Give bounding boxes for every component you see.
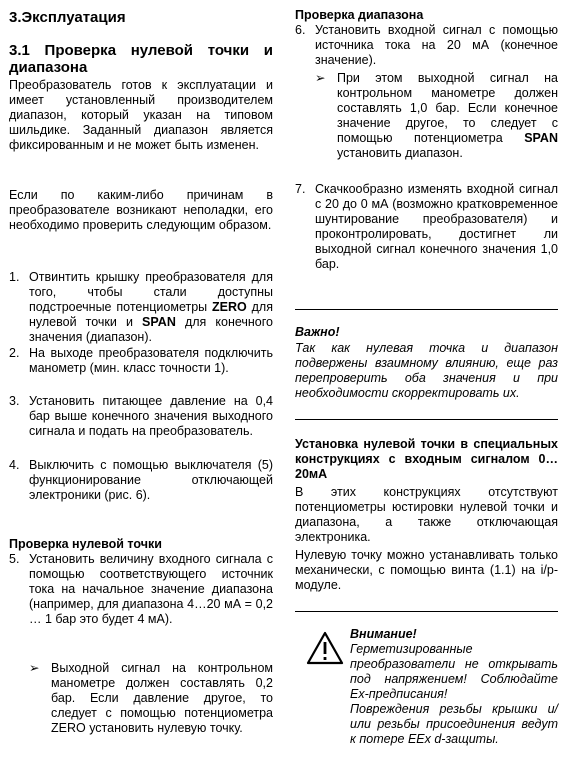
special-text-2: Нулевую точку можно устанавливать только механически, с помощью винта (1.1) на i/p-модуле. bbox=[295, 548, 558, 592]
section-title: 3.Эксплуатация bbox=[9, 9, 126, 26]
bullet-text: Выходной сигнал на контрольном манометре должен составлять 0,2 бар. Если давление другое, то следует с помощью потенциометра ZERO установить нулевую точку. bbox=[51, 661, 273, 735]
list-number: 6. bbox=[295, 23, 306, 37]
list-number: 7. bbox=[295, 182, 306, 196]
intro-paragraph-1: Преобразователь готов к эксплуатации и имеет установленный производителем диапазон, который указан на типовом шильдике. Заданный диапазон является фиксированным и не может быть изменен. bbox=[9, 78, 273, 152]
bullet-text: При этом выходной сигнал на контрольном манометре должен составлять 1,0 бар. Если конечное значение другое, то следует с помощью потенциометра SPAN установить диапазон. bbox=[337, 71, 558, 160]
list-number: 3. bbox=[9, 394, 20, 408]
divider bbox=[295, 419, 558, 420]
list-text: Установить величину входного сигнала с помощью соответствующего источник тока на начальное значение диапазона (например, для диапазона 4…20 мА = 0,2 … 1 бар это будет 4 мА). bbox=[29, 552, 273, 626]
list-item bbox=[295, 23, 558, 68]
zero-point-heading: Проверка нулевой точки bbox=[9, 537, 162, 551]
list-text: На выходе преобразователя подключить манометр (мин. класс точности 1). bbox=[29, 346, 273, 375]
list-item bbox=[295, 182, 558, 272]
warning-triangle-icon bbox=[306, 631, 344, 665]
list-item bbox=[9, 552, 273, 627]
list-text: Скачкообразно изменять входной сигнал с 20 до 0 мА (возможно кратковременное шунтирование преобразователя) и проконтролировать, достигнет ли выходной сигнал конечного значения 1,0 бар. bbox=[315, 182, 558, 271]
list-item bbox=[9, 458, 273, 503]
subsection-title: 3.1 Проверка нулевой точки и диапазона bbox=[9, 42, 273, 76]
list-number: 2. bbox=[9, 346, 20, 360]
warning-box bbox=[295, 627, 558, 747]
list-number: 1. bbox=[9, 270, 20, 284]
divider bbox=[295, 309, 558, 310]
arrow-bullet-icon: ➢ bbox=[29, 661, 40, 675]
list-number: 5. bbox=[9, 552, 20, 566]
warning-text-1: Герметизированные преобразователи не открывать под напряжением! Соблюдайте Ex-предписания! bbox=[350, 642, 558, 701]
list-item bbox=[9, 270, 273, 345]
special-text-1: В этих конструкциях отсутствуют потенциометры юстировки нулевой точки и диапазона, а также отключающая электроника. bbox=[295, 485, 558, 544]
bullet-item bbox=[9, 661, 273, 736]
range-heading: Проверка диапазона bbox=[295, 8, 424, 22]
bullet-item bbox=[295, 71, 558, 161]
list-number: 4. bbox=[9, 458, 20, 472]
list-text: Отвинтить крышку преобразователя для того, чтобы стали доступны подстроечные потенциометры ZERO для нулевой точки и SPAN для конечного значения (диапазон). bbox=[29, 270, 273, 344]
arrow-bullet-icon: ➢ bbox=[315, 71, 326, 85]
special-heading: Установка нулевой точки в специальных конструкциях с входным сигналом 0…20мА bbox=[295, 437, 558, 481]
list-item bbox=[9, 346, 273, 376]
list-item bbox=[9, 394, 273, 439]
warning-title: Внимание! bbox=[350, 627, 417, 641]
important-title: Важно! bbox=[295, 325, 340, 339]
important-text: Так как нулевая точка и диапазон подвержены взаимному влиянию, еще раз перепроверить оба значения и при необходимости скорректировать их. bbox=[295, 341, 558, 400]
intro-paragraph-2: Если по каким-либо причинам в преобразователе возникают неполадки, его необходимо проверить следующим образом. bbox=[9, 188, 273, 232]
warning-text-block bbox=[350, 627, 558, 747]
list-text: Установить входной сигнал с помощью источника тока на 20 мА (конечное значение). bbox=[315, 23, 558, 67]
divider bbox=[295, 611, 558, 612]
list-text: Установить питающее давление на 0,4 бар выше конечного значения выходного сигнала и подать на преобразователь. bbox=[29, 394, 273, 438]
list-text: Выключить с помощью выключателя (5) функционирование отключающей электроники (рис. 6). bbox=[29, 458, 273, 502]
warning-text-2: Повреждения резьбы крышки и/ или резьбы присоединения ведут к потере EEx d-защиты. bbox=[350, 702, 558, 746]
